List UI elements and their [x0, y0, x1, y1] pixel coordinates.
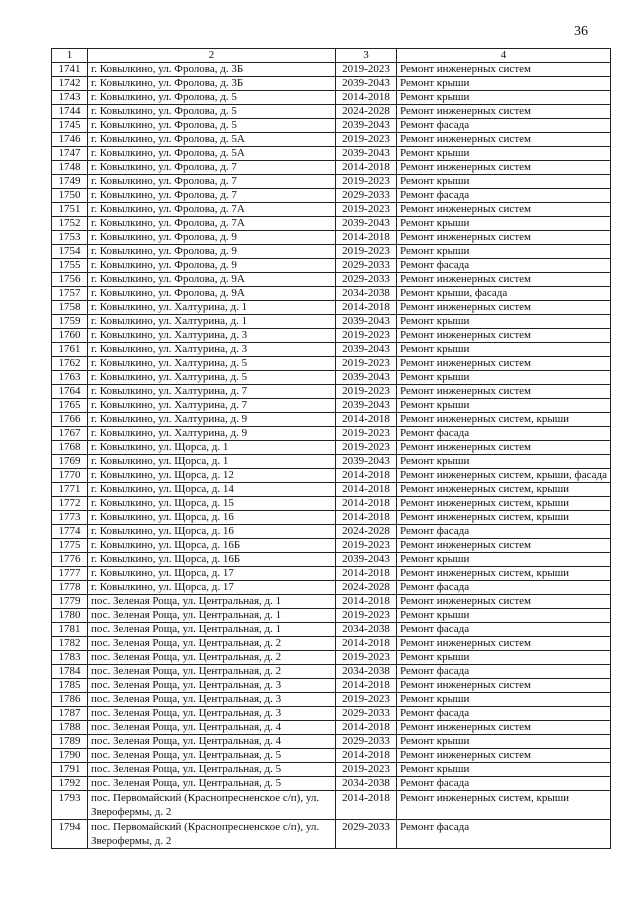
period-cell: 2039-2043 [336, 315, 397, 329]
table-row [52, 623, 611, 637]
work-type-cell: Ремонт крыши [397, 77, 611, 91]
table-row [52, 273, 611, 287]
period-cell: 2029-2033 [336, 189, 397, 203]
table-row [52, 385, 611, 399]
work-type-cell: Ремонт фасада [397, 427, 611, 441]
row-number-cell: 1767 [52, 427, 88, 441]
work-type-cell: Ремонт инженерных систем [397, 357, 611, 371]
period-cell: 2034-2038 [336, 287, 397, 301]
period-cell: 2029-2033 [336, 820, 397, 849]
work-type-cell: Ремонт крыши [397, 651, 611, 665]
row-number-cell: 1759 [52, 315, 88, 329]
work-type-cell: Ремонт фасада [397, 623, 611, 637]
row-number-cell: 1752 [52, 217, 88, 231]
address-cell: г. Ковылкино, ул. Щорса, д. 14 [88, 483, 336, 497]
table-row [52, 77, 611, 91]
row-number-cell: 1741 [52, 63, 88, 77]
address-cell: г. Ковылкино, ул. Щорса, д. 16 [88, 525, 336, 539]
row-number-cell: 1776 [52, 553, 88, 567]
work-type-cell: Ремонт инженерных систем [397, 749, 611, 763]
row-number-cell: 1773 [52, 511, 88, 525]
work-type-cell: Ремонт инженерных систем [397, 721, 611, 735]
work-type-cell: Ремонт инженерных систем [397, 441, 611, 455]
table-row [52, 525, 611, 539]
address-cell: пос. Зеленая Роща, ул. Центральная, д. 1 [88, 609, 336, 623]
table-row [52, 679, 611, 693]
table-row [52, 511, 611, 525]
address-cell: г. Ковылкино, ул. Фролова, д. 9 [88, 259, 336, 273]
period-cell: 2024-2028 [336, 105, 397, 119]
row-number-cell: 1761 [52, 343, 88, 357]
row-number-cell: 1779 [52, 595, 88, 609]
address-cell: пос. Зеленая Роща, ул. Центральная, д. 5 [88, 763, 336, 777]
period-cell: 2019-2023 [336, 427, 397, 441]
row-number-cell: 1763 [52, 371, 88, 385]
work-type-cell: Ремонт крыши [397, 343, 611, 357]
work-type-cell: Ремонт инженерных систем, крыши [397, 497, 611, 511]
table-row [52, 63, 611, 77]
address-cell: г. Ковылкино, ул. Фролова, д. 7А [88, 217, 336, 231]
work-type-cell: Ремонт инженерных систем, крыши, фасада [397, 469, 611, 483]
period-cell: 2039-2043 [336, 455, 397, 469]
address-cell: г. Ковылкино, ул. Фролова, д. 5А [88, 133, 336, 147]
address-cell: г. Ковылкино, ул. Щорса, д. 1 [88, 441, 336, 455]
address-cell: пос. Первомайский (Краснопресненское с/п), ул. Зверофермы, д. 2 [88, 791, 336, 820]
table-row [52, 567, 611, 581]
period-cell: 2034-2038 [336, 623, 397, 637]
period-cell: 2039-2043 [336, 553, 397, 567]
table-row [52, 357, 611, 371]
period-cell: 2014-2018 [336, 413, 397, 427]
table-row [52, 707, 611, 721]
row-number-cell: 1769 [52, 455, 88, 469]
table-row [52, 161, 611, 175]
table-row [52, 651, 611, 665]
period-cell: 2029-2033 [336, 735, 397, 749]
address-cell: пос. Зеленая Роща, ул. Центральная, д. 2 [88, 651, 336, 665]
work-type-cell: Ремонт крыши [397, 91, 611, 105]
period-cell: 2019-2023 [336, 203, 397, 217]
period-cell: 2014-2018 [336, 567, 397, 581]
table-row [52, 539, 611, 553]
address-cell: г. Ковылкино, ул. Щорса, д. 16 [88, 511, 336, 525]
work-type-cell: Ремонт крыши [397, 217, 611, 231]
table-header-row [52, 49, 611, 63]
address-cell: г. Ковылкино, ул. Щорса, д. 16Б [88, 539, 336, 553]
address-cell: г. Ковылкино, ул. Халтурина, д. 3 [88, 329, 336, 343]
work-type-cell: Ремонт крыши [397, 175, 611, 189]
period-cell: 2019-2023 [336, 609, 397, 623]
period-cell: 2014-2018 [336, 637, 397, 651]
period-cell: 2019-2023 [336, 651, 397, 665]
period-cell: 2014-2018 [336, 483, 397, 497]
work-type-cell: Ремонт фасада [397, 581, 611, 595]
address-cell: пос. Зеленая Роща, ул. Центральная, д. 5 [88, 749, 336, 763]
period-cell: 2014-2018 [336, 91, 397, 105]
address-cell: г. Ковылкино, ул. Халтурина, д. 5 [88, 357, 336, 371]
period-cell: 2014-2018 [336, 161, 397, 175]
table-row [52, 371, 611, 385]
address-cell: г. Ковылкино, ул. Фролова, д. 5 [88, 91, 336, 105]
address-cell: г. Ковылкино, ул. Фролова, д. 5А [88, 147, 336, 161]
work-type-cell: Ремонт инженерных систем [397, 385, 611, 399]
period-cell: 2014-2018 [336, 749, 397, 763]
address-cell: пос. Зеленая Роща, ул. Центральная, д. 3 [88, 679, 336, 693]
address-cell: г. Ковылкино, ул. Щорса, д. 17 [88, 581, 336, 595]
table-row [52, 413, 611, 427]
work-type-cell: Ремонт инженерных систем [397, 539, 611, 553]
table-row [52, 693, 611, 707]
row-number-cell: 1778 [52, 581, 88, 595]
period-cell: 2019-2023 [336, 245, 397, 259]
work-type-cell: Ремонт инженерных систем [397, 105, 611, 119]
table-row [52, 147, 611, 161]
address-cell: г. Ковылкино, ул. Щорса, д. 1 [88, 455, 336, 469]
period-cell: 2014-2018 [336, 511, 397, 525]
page-number: 36 [574, 24, 588, 39]
row-number-cell: 1749 [52, 175, 88, 189]
table-row [52, 497, 611, 511]
work-type-cell: Ремонт фасада [397, 189, 611, 203]
period-cell: 2014-2018 [336, 231, 397, 245]
work-type-cell: Ремонт инженерных систем, крыши [397, 511, 611, 525]
work-type-cell: Ремонт фасада [397, 707, 611, 721]
table-row [52, 441, 611, 455]
row-number-cell: 1787 [52, 707, 88, 721]
address-cell: г. Ковылкино, ул. Халтурина, д. 3 [88, 343, 336, 357]
row-number-cell: 1777 [52, 567, 88, 581]
address-cell: г. Ковылкино, ул. Фролова, д. 9 [88, 245, 336, 259]
table-row [52, 315, 611, 329]
work-type-cell: Ремонт инженерных систем [397, 231, 611, 245]
row-number-cell: 1751 [52, 203, 88, 217]
address-cell: пос. Зеленая Роща, ул. Центральная, д. 2 [88, 665, 336, 679]
address-cell: г. Ковылкино, ул. Фролова, д. 7 [88, 189, 336, 203]
work-type-cell: Ремонт инженерных систем, крыши [397, 791, 611, 820]
work-type-cell: Ремонт крыши [397, 147, 611, 161]
table-row [52, 483, 611, 497]
table-row [52, 119, 611, 133]
work-type-cell: Ремонт крыши, фасада [397, 287, 611, 301]
row-number-cell: 1785 [52, 679, 88, 693]
work-type-cell: Ремонт инженерных систем [397, 203, 611, 217]
work-type-cell: Ремонт крыши [397, 553, 611, 567]
table-row [52, 203, 611, 217]
row-number-cell: 1782 [52, 637, 88, 651]
header-cell: 4 [397, 49, 611, 63]
address-cell: г. Ковылкино, ул. Фролова, д. 3Б [88, 63, 336, 77]
table-row [52, 91, 611, 105]
header-cell: 1 [52, 49, 88, 63]
address-cell: г. Ковылкино, ул. Фролова, д. 5 [88, 105, 336, 119]
row-number-cell: 1786 [52, 693, 88, 707]
period-cell: 2014-2018 [336, 469, 397, 483]
work-type-cell: Ремонт инженерных систем, крыши [397, 413, 611, 427]
work-type-cell: Ремонт фасада [397, 665, 611, 679]
row-number-cell: 1758 [52, 301, 88, 315]
row-number-cell: 1755 [52, 259, 88, 273]
row-number-cell: 1790 [52, 749, 88, 763]
row-number-cell: 1745 [52, 119, 88, 133]
work-type-cell: Ремонт крыши [397, 763, 611, 777]
row-number-cell: 1754 [52, 245, 88, 259]
work-type-cell: Ремонт крыши [397, 735, 611, 749]
row-number-cell: 1750 [52, 189, 88, 203]
period-cell: 2014-2018 [336, 791, 397, 820]
table-row [52, 665, 611, 679]
address-cell: пос. Зеленая Роща, ул. Центральная, д. 3 [88, 693, 336, 707]
period-cell: 2019-2023 [336, 357, 397, 371]
address-cell: г. Ковылкино, ул. Фролова, д. 7 [88, 175, 336, 189]
address-cell: г. Ковылкино, ул. Фролова, д. 9 [88, 231, 336, 245]
row-number-cell: 1753 [52, 231, 88, 245]
table-row [52, 735, 611, 749]
table-row [52, 133, 611, 147]
table-row [52, 343, 611, 357]
period-cell: 2039-2043 [336, 119, 397, 133]
address-cell: г. Ковылкино, ул. Халтурина, д. 1 [88, 315, 336, 329]
address-cell: г. Ковылкино, ул. Халтурина, д. 1 [88, 301, 336, 315]
row-number-cell: 1789 [52, 735, 88, 749]
period-cell: 2019-2023 [336, 63, 397, 77]
address-cell: пос. Зеленая Роща, ул. Центральная, д. 1 [88, 595, 336, 609]
period-cell: 2024-2028 [336, 525, 397, 539]
row-number-cell: 1794 [52, 820, 88, 849]
row-number-cell: 1747 [52, 147, 88, 161]
row-number-cell: 1784 [52, 665, 88, 679]
address-cell: г. Ковылкино, ул. Щорса, д. 15 [88, 497, 336, 511]
header-cell: 2 [88, 49, 336, 63]
row-number-cell: 1768 [52, 441, 88, 455]
work-type-cell: Ремонт крыши [397, 399, 611, 413]
work-type-cell: Ремонт инженерных систем [397, 63, 611, 77]
address-cell: пос. Зеленая Роща, ул. Центральная, д. 3 [88, 707, 336, 721]
work-type-cell: Ремонт фасада [397, 525, 611, 539]
table-row [52, 329, 611, 343]
period-cell: 2014-2018 [336, 721, 397, 735]
row-number-cell: 1783 [52, 651, 88, 665]
row-number-cell: 1762 [52, 357, 88, 371]
work-type-cell: Ремонт инженерных систем [397, 133, 611, 147]
table-row [52, 581, 611, 595]
period-cell: 2019-2023 [336, 441, 397, 455]
row-number-cell: 1746 [52, 133, 88, 147]
row-number-cell: 1744 [52, 105, 88, 119]
period-cell: 2024-2028 [336, 581, 397, 595]
table-row [52, 245, 611, 259]
table-row [52, 609, 611, 623]
address-cell: пос. Зеленая Роща, ул. Центральная, д. 4 [88, 735, 336, 749]
table-row [52, 791, 611, 820]
table-row [52, 427, 611, 441]
row-number-cell: 1757 [52, 287, 88, 301]
table-row [52, 455, 611, 469]
row-number-cell: 1772 [52, 497, 88, 511]
address-cell: пос. Зеленая Роща, ул. Центральная, д. 2 [88, 637, 336, 651]
period-cell: 2019-2023 [336, 175, 397, 189]
address-cell: г. Ковылкино, ул. Фролова, д. 7 [88, 161, 336, 175]
period-cell: 2019-2023 [336, 329, 397, 343]
period-cell: 2039-2043 [336, 343, 397, 357]
row-number-cell: 1780 [52, 609, 88, 623]
work-type-cell: Ремонт инженерных систем, крыши [397, 483, 611, 497]
row-number-cell: 1756 [52, 273, 88, 287]
address-cell: пос. Зеленая Роща, ул. Центральная, д. 4 [88, 721, 336, 735]
period-cell: 2039-2043 [336, 399, 397, 413]
address-cell: г. Ковылкино, ул. Щорса, д. 16Б [88, 553, 336, 567]
table-row [52, 553, 611, 567]
row-number-cell: 1742 [52, 77, 88, 91]
work-type-cell: Ремонт крыши [397, 371, 611, 385]
table-row [52, 820, 611, 849]
period-cell: 2034-2038 [336, 665, 397, 679]
row-number-cell: 1791 [52, 763, 88, 777]
work-type-cell: Ремонт фасада [397, 119, 611, 133]
table-row [52, 749, 611, 763]
work-type-cell: Ремонт крыши [397, 455, 611, 469]
address-cell: г. Ковылкино, ул. Фролова, д. 7А [88, 203, 336, 217]
address-cell: г. Ковылкино, ул. Халтурина, д. 7 [88, 399, 336, 413]
table-row [52, 721, 611, 735]
row-number-cell: 1774 [52, 525, 88, 539]
period-cell: 2034-2038 [336, 777, 397, 791]
period-cell: 2019-2023 [336, 385, 397, 399]
table-row [52, 175, 611, 189]
period-cell: 2019-2023 [336, 763, 397, 777]
table-row [52, 105, 611, 119]
table-row [52, 231, 611, 245]
period-cell: 2029-2033 [336, 273, 397, 287]
address-cell: г. Ковылкино, ул. Фролова, д. 5 [88, 119, 336, 133]
work-type-cell: Ремонт инженерных систем [397, 273, 611, 287]
row-number-cell: 1743 [52, 91, 88, 105]
period-cell: 2019-2023 [336, 133, 397, 147]
period-cell: 2029-2033 [336, 259, 397, 273]
table-row [52, 287, 611, 301]
work-type-cell: Ремонт крыши [397, 245, 611, 259]
address-cell: г. Ковылкино, ул. Фролова, д. 9А [88, 273, 336, 287]
work-type-cell: Ремонт фасада [397, 777, 611, 791]
work-type-cell: Ремонт инженерных систем [397, 679, 611, 693]
row-number-cell: 1788 [52, 721, 88, 735]
period-cell: 2039-2043 [336, 147, 397, 161]
work-type-cell: Ремонт крыши [397, 609, 611, 623]
table-row [52, 189, 611, 203]
period-cell: 2014-2018 [336, 679, 397, 693]
period-cell: 2019-2023 [336, 539, 397, 553]
row-number-cell: 1793 [52, 791, 88, 820]
row-number-cell: 1764 [52, 385, 88, 399]
period-cell: 2019-2023 [336, 693, 397, 707]
address-cell: г. Ковылкино, ул. Фролова, д. 3Б [88, 77, 336, 91]
period-cell: 2039-2043 [336, 77, 397, 91]
period-cell: 2014-2018 [336, 497, 397, 511]
period-cell: 2029-2033 [336, 707, 397, 721]
row-number-cell: 1770 [52, 469, 88, 483]
table-row [52, 217, 611, 231]
address-cell: пос. Зеленая Роща, ул. Центральная, д. 1 [88, 623, 336, 637]
table-row [52, 637, 611, 651]
address-cell: пос. Зеленая Роща, ул. Центральная, д. 5 [88, 777, 336, 791]
table-row [52, 301, 611, 315]
work-type-cell: Ремонт инженерных систем [397, 329, 611, 343]
table-row [52, 763, 611, 777]
row-number-cell: 1748 [52, 161, 88, 175]
header-cell: 3 [336, 49, 397, 63]
row-number-cell: 1771 [52, 483, 88, 497]
table-row [52, 259, 611, 273]
table-row [52, 469, 611, 483]
period-cell: 2014-2018 [336, 595, 397, 609]
address-cell: г. Ковылкино, ул. Халтурина, д. 7 [88, 385, 336, 399]
repair-schedule-table [51, 48, 611, 849]
work-type-cell: Ремонт инженерных систем [397, 595, 611, 609]
work-type-cell: Ремонт инженерных систем [397, 637, 611, 651]
table-row [52, 595, 611, 609]
work-type-cell: Ремонт инженерных систем [397, 301, 611, 315]
row-number-cell: 1792 [52, 777, 88, 791]
work-type-cell: Ремонт крыши [397, 315, 611, 329]
period-cell: 2039-2043 [336, 371, 397, 385]
address-cell: г. Ковылкино, ул. Халтурина, д. 9 [88, 427, 336, 441]
address-cell: г. Ковылкино, ул. Щорса, д. 17 [88, 567, 336, 581]
address-cell: г. Ковылкино, ул. Халтурина, д. 5 [88, 371, 336, 385]
address-cell: г. Ковылкино, ул. Халтурина, д. 9 [88, 413, 336, 427]
address-cell: пос. Первомайский (Краснопресненское с/п), ул. Зверофермы, д. 2 [88, 820, 336, 849]
row-number-cell: 1765 [52, 399, 88, 413]
work-type-cell: Ремонт фасада [397, 259, 611, 273]
work-type-cell: Ремонт крыши [397, 693, 611, 707]
row-number-cell: 1766 [52, 413, 88, 427]
address-cell: г. Ковылкино, ул. Фролова, д. 9А [88, 287, 336, 301]
row-number-cell: 1775 [52, 539, 88, 553]
work-type-cell: Ремонт инженерных систем, крыши [397, 567, 611, 581]
period-cell: 2014-2018 [336, 301, 397, 315]
row-number-cell: 1781 [52, 623, 88, 637]
table-row [52, 399, 611, 413]
work-type-cell: Ремонт инженерных систем [397, 161, 611, 175]
table-row [52, 777, 611, 791]
address-cell: г. Ковылкино, ул. Щорса, д. 12 [88, 469, 336, 483]
work-type-cell: Ремонт фасада [397, 820, 611, 849]
period-cell: 2039-2043 [336, 217, 397, 231]
row-number-cell: 1760 [52, 329, 88, 343]
